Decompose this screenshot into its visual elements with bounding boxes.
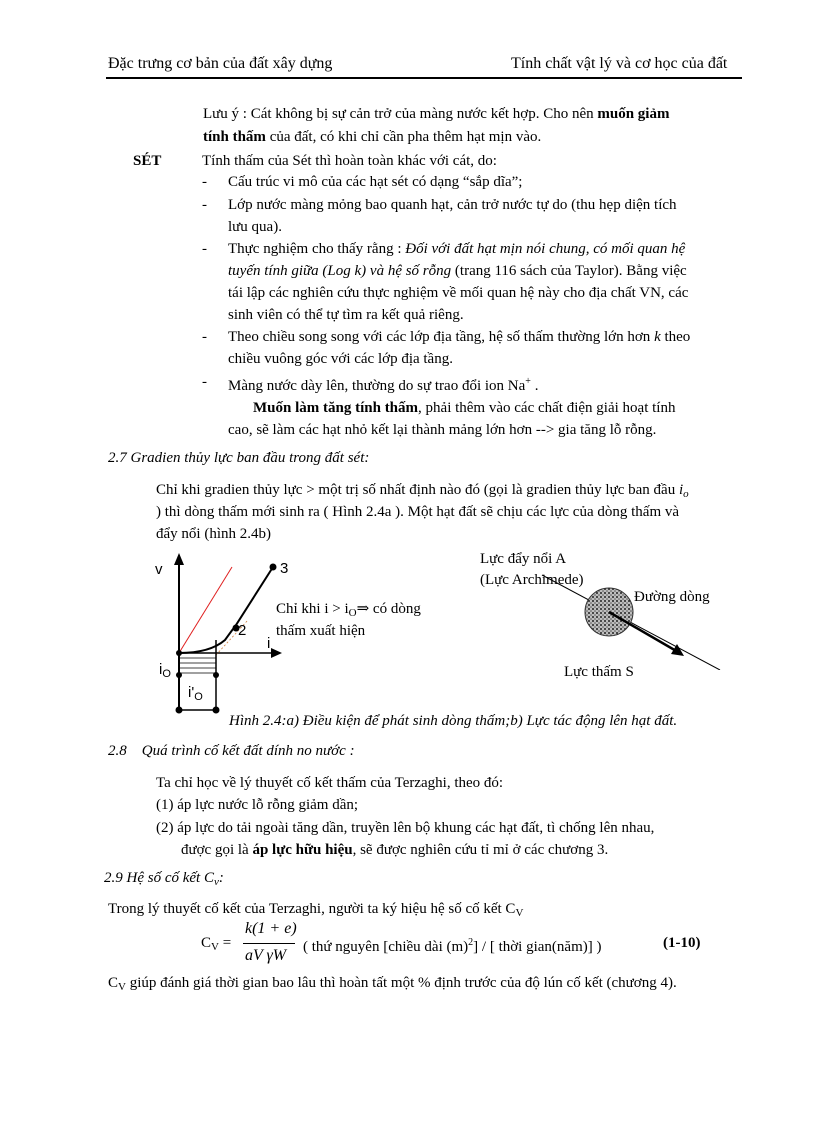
bullet-dash: -: [202, 374, 207, 390]
point-3: [270, 564, 277, 571]
s27-line-1: Chỉ khi gradien thủy lực > một trị số nhất định nào đó (gọi là gradien thủy lực ban đầu $i_o$: [156, 482, 689, 500]
io-prime-label: $i'_O$: [188, 684, 203, 703]
flow-curve: [179, 567, 273, 653]
figure-a-note-line-2: thấm xuất hiện: [276, 623, 366, 639]
bullet-dash: -: [202, 174, 207, 190]
io-label: $i_O$: [159, 661, 171, 680]
equation-lhs: $C_V$ =: [201, 935, 232, 953]
figure-a-note-line-1: Chỉ khi $i > i_O\Rightarrow$ có dòng: [276, 601, 421, 619]
s29-line-1: Trong lý thuyết cố kết của Terzaghi, người ta ký hiệu hệ số cố kết $C_V$: [108, 901, 524, 919]
s28-line-4: được gọi là áp lực hữu hiệu, sẽ được nghiên cứu tỉ mỉ ở các chương 3.: [181, 842, 609, 858]
clay-intro: Tính thấm của Sét thì hoàn toàn khác với cát, do:: [202, 153, 497, 169]
v-axis-label: v: [155, 561, 163, 578]
clay-bullet-5: Màng nước dày lên, thường do sự trao đổi ion Na+ .: [228, 376, 539, 394]
point-3-label: 3: [280, 560, 289, 577]
equation-number: (1-10): [663, 935, 701, 951]
equation-numerator: k(1 + e): [245, 920, 297, 937]
s27-line-2: ) thì dòng thấm mới sinh ra ( Hình 2.4a ). Một hạt đất sẽ chịu các lực của dòng thấm và: [156, 504, 680, 520]
seepage-force-label: Lực thấm S: [564, 664, 634, 680]
io-prime-marker: [176, 707, 183, 714]
clay-paragraph-line-2: cao, sẽ làm các hạt nhỏ kết lại thành mảng lớn hơn --> gia tăng lỗ rỗng.: [228, 422, 657, 438]
s28-line-2: (1) áp lực nước lỗ rỗng giảm dần;: [156, 797, 359, 813]
clay-bullet-2-line-2: lưu qua).: [228, 219, 282, 235]
section-2-7-heading: 2.7 Gradien thủy lực ban đầu trong đất sét:: [108, 450, 370, 466]
point-2-label: 2: [238, 622, 247, 639]
s29-line-2: $C_V$ giúp đánh giá thời gian bao lâu thì hoàn tất một % định trước của độ lún cố kết (chương 4).: [108, 975, 677, 993]
clay-bullet-3-line-2: tuyến tính giữa (Log k) và hệ số rỗng (trang 116 sách của Taylor). Bằng việc: [228, 263, 687, 279]
clay-bullet-3-line-1: Thực nghiệm cho thấy rằng : Đối với đất hạt mịn nói chung, có mối quan hệ: [228, 241, 686, 257]
header-rule: [106, 77, 742, 79]
equation-fraction-bar: [243, 943, 295, 944]
i-axis-label: i: [267, 635, 271, 652]
note-line-2: tính thấm của đất, có khi chỉ cần pha thêm hạt mịn vào.: [203, 129, 542, 145]
equation-denominator: aV γW: [245, 947, 287, 964]
bullet-dash: -: [202, 329, 207, 345]
clay-bullet-3-line-3: tái lập các nghiên cứu thực nghiệm về mối quan hệ này cho địa chất VN, các: [228, 285, 689, 301]
equation-units: ( thứ nguyên [chiều dài $(m)^2$] / [ thời gian(năm)] ): [303, 937, 602, 955]
streamline-label: Đường dòng: [634, 589, 710, 605]
clay-bullet-2-line-1: Lớp nước màng mỏng bao quanh hạt, cản trở nước tự do (thu hẹp diện tích: [228, 197, 677, 213]
s27-line-3: đẩy nổi (hình 2.4b): [156, 526, 271, 542]
section-2-8-heading: 2.8 Quá trình cố kết đất dính no nước :: [108, 743, 355, 759]
v-axis-arrow: [174, 553, 184, 565]
header-left-title: Đặc trưng cơ bản của đất xây dựng: [108, 55, 333, 72]
i-axis-arrow: [271, 648, 282, 658]
s28-line-3: (2) áp lực do tải ngoài tăng dần, truyền lên bộ khung các hạt đất, tì chống lên nhau,: [156, 820, 655, 836]
buoyancy-label-line-2: (Lực Archimede): [480, 572, 584, 588]
io-marker: [213, 672, 219, 678]
bullet-dash: -: [202, 197, 207, 213]
note-line-1: Lưu ý : Cát không bị sự cản trở của màng nước kết hợp. Cho nên muốn giảm: [203, 106, 670, 122]
clay-label: SÉT: [133, 153, 162, 169]
bullet-dash: -: [202, 241, 207, 257]
clay-bullet-4-line-2: chiều vuông góc với các lớp địa tầng.: [228, 351, 453, 367]
clay-bullet-4-line-1: Theo chiều song song với các lớp địa tầng, hệ số thấm thường lớn hơn k theo: [228, 329, 691, 345]
origin-point: [176, 650, 182, 656]
clay-bullet-3-line-4: sinh viên có thể tự tìm ra kết quả riêng.: [228, 307, 464, 323]
io-marker: [176, 672, 182, 678]
clay-bullet-1: Cấu trúc vi mô của các hạt sét có dạng “sắp dĩa”;: [228, 174, 523, 190]
figure-caption: Hình 2.4:a) Điều kiện để phát sinh dòng thấm;b) Lực tác động lên hạt đất.: [229, 713, 678, 729]
s28-line-1: Ta chỉ học về lý thuyết cố kết thấm của Terzaghi, theo đó:: [156, 775, 504, 791]
buoyancy-label-line-1: Lực đẩy nổi A: [480, 551, 567, 567]
section-2-9-heading: 2.9 Hệ số cố kết $C_v$:: [104, 870, 224, 888]
header-right-title: Tính chất vật lý và cơ học của đất: [511, 55, 728, 72]
clay-paragraph-line-1: Muốn làm tăng tính thấm, phải thêm vào các chất điện giải hoạt tính: [253, 400, 676, 416]
io-prime-marker: [213, 707, 220, 714]
